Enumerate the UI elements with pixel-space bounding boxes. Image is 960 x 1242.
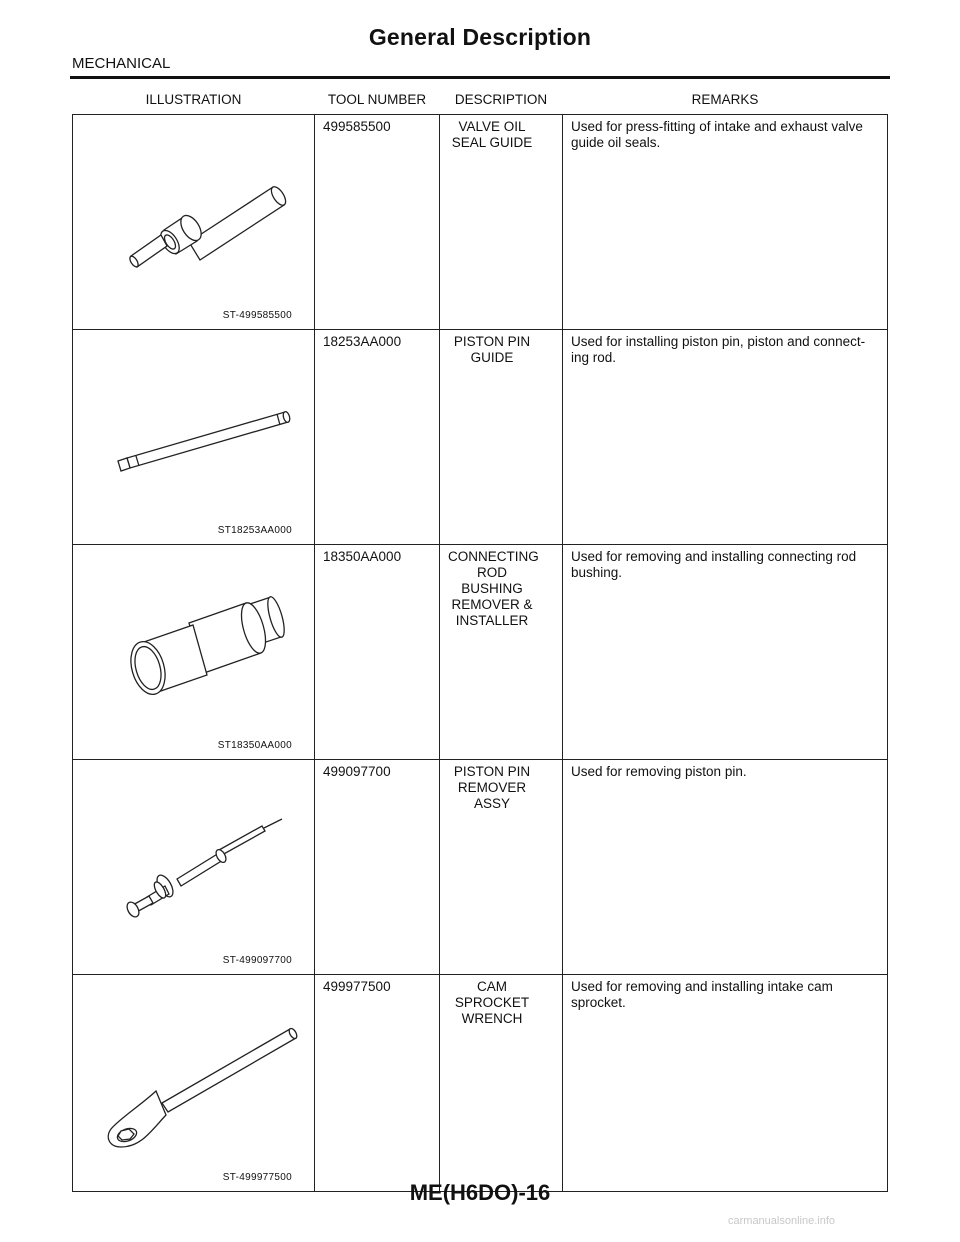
description-cell — [440, 330, 563, 545]
remarks-cell: Used for removing piston pin. — [563, 760, 888, 975]
illustration-code: ST-499977500 — [222, 1172, 292, 1183]
illustration-code: ST-499097700 — [222, 955, 292, 966]
description-text: CAM SPROCKET WRENCH — [454, 979, 530, 1026]
table-row — [73, 545, 888, 760]
tool-number-cell: 499097700 — [315, 760, 440, 975]
description-text: VALVE OIL SEAL GUIDE — [451, 119, 533, 150]
piston-pin-remover-illustration — [81, 764, 323, 970]
connecting-rod-bushing-remover-illustration — [81, 549, 323, 755]
watermark: carmanualsonline.info — [728, 1215, 836, 1227]
illustration-code: ST18350AA000 — [217, 740, 292, 751]
column-header-description: DESCRIPTION — [440, 91, 563, 115]
tool-illustration-cell — [73, 545, 315, 760]
remarks-cell: Used for removing and installing connecting rod bushing. — [563, 545, 888, 760]
remarks-cell: Used for installing piston pin, piston and connect-ing rod. — [563, 330, 888, 545]
table-row — [73, 115, 888, 330]
tool-number-cell: 18350AA000 — [315, 545, 440, 760]
tool-number-cell: 18253AA000 — [315, 330, 440, 545]
cam-sprocket-wrench-illustration — [81, 979, 323, 1187]
illustration-code: ST18253AA000 — [217, 525, 292, 536]
column-header-illustration: ILLUSTRATION — [73, 91, 315, 115]
remarks-cell: Used for removing and installing intake cam sprocket. — [563, 975, 888, 1192]
table-row — [73, 760, 888, 975]
tool-illustration-cell — [73, 330, 315, 545]
tool-illustration-cell — [73, 760, 315, 975]
illustration-code: ST-499585500 — [222, 310, 292, 321]
section-label: MECHANICAL — [72, 55, 171, 72]
valve-oil-seal-guide-illustration — [81, 119, 323, 325]
description-cell — [440, 760, 563, 975]
table-row — [73, 330, 888, 545]
description-cell — [440, 975, 563, 1192]
page-title: General Description — [368, 24, 592, 50]
table-row — [73, 975, 888, 1192]
special-tools-table — [72, 91, 888, 1192]
piston-pin-guide-illustration — [81, 334, 323, 540]
description-text: PISTON PIN REMOVER ASSY — [453, 764, 531, 811]
tool-illustration-cell — [73, 115, 315, 330]
table-header-row — [73, 91, 888, 115]
description-text: CONNECTING ROD BUSHING REMOVER & INSTALLER — [448, 549, 539, 628]
tool-number-cell: 499585500 — [315, 115, 440, 330]
column-header-remarks: REMARKS — [563, 91, 888, 115]
remarks-cell: Used for press-fitting of intake and exhaust valve guide oil seals. — [563, 115, 888, 330]
tool-number-cell: 499977500 — [315, 975, 440, 1192]
description-text: PISTON PIN GUIDE — [453, 334, 531, 365]
page-number: ME(H6DO)-16 — [409, 1180, 551, 1205]
column-header-tool-number: TOOL NUMBER — [315, 91, 440, 115]
description-cell — [440, 545, 563, 760]
tool-illustration-cell — [73, 975, 315, 1192]
description-cell — [440, 115, 563, 330]
header-divider — [70, 76, 890, 79]
